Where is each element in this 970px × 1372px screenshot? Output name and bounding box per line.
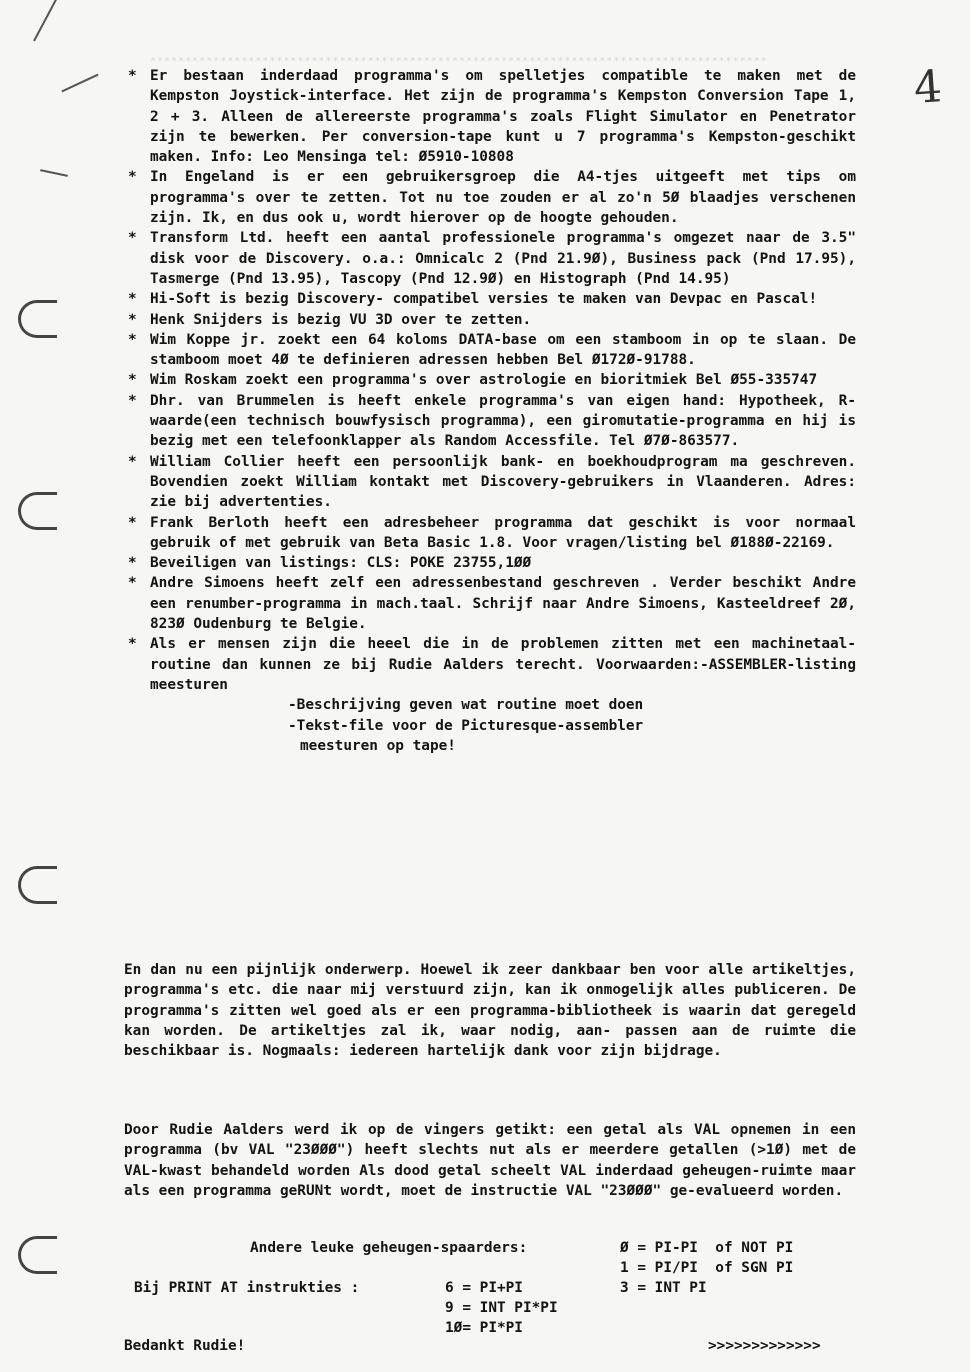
spaarders-intro: Andere leuke geheugen-spaarders: bbox=[250, 1240, 528, 1256]
asterisk-bullet: * bbox=[128, 291, 137, 308]
voorwaarde-line: -Tekst-file voor de Picturesque-assembler bbox=[288, 717, 644, 734]
news-item-text: Hi-Soft is bezig Discovery- compatibel versies te maken van Devpac en Pascal! bbox=[150, 291, 818, 308]
pen-mark bbox=[40, 169, 68, 177]
asterisk-bullet: * bbox=[128, 514, 137, 531]
asterisk-bullet: * bbox=[128, 331, 137, 348]
punch-hole-mark bbox=[18, 300, 57, 338]
print-at-label: Bij PRINT AT instrukties : bbox=[134, 1280, 360, 1296]
continue-arrows: >>>>>>>>>>>>> bbox=[708, 1338, 821, 1354]
news-item bbox=[128, 330, 856, 371]
news-item bbox=[128, 553, 856, 573]
closing-thanks: Bedankt Rudie! bbox=[124, 1338, 246, 1354]
news-item-text: Beveiligen van listings: CLS: POKE 23755,1ØØ bbox=[150, 555, 532, 572]
news-item bbox=[128, 452, 856, 513]
paragraph-publishing: En dan nu een pijnlijk onderwerp. Hoewel ik zeer dankbaar ben voor alle artikeltjes, programma's etc. die naar mij verstuurd zijn, kan ik onmogelijk alles publiceren. De programma's zitten wel goed als er een programma-bibliotheek is waarin dat geregeld kan worden. De artikeltjes zal ik, waar nodig, aan- passen aan de ruimte die beschikbaar is. Nogmaals: iedereen hartelijk dank voor zijn bijdrage. bbox=[124, 962, 856, 1060]
news-item bbox=[128, 66, 856, 167]
news-item-text: Frank Berloth heeft een adresbeheer programma dat geschikt is voor normaal gebruik of met gebruik van Beta Basic 1.8. Voor vragen/listing bel Ø188Ø-22169. bbox=[150, 514, 856, 551]
news-item bbox=[128, 370, 856, 390]
voorwaarde-line: meesturen op tape! bbox=[300, 737, 456, 754]
news-item-text: In Engeland is er een gebruikersgroep die A4-tjes uitgeeft met tips om programma's over te zetten. Tot nu toe zouden er al zo'n 5Ø blaadjes verschenen zijn. Ik, en dus ook u, wordt hierover op de hoogte gehouden. bbox=[150, 169, 856, 227]
print-at-six: 6 = PI+PI bbox=[445, 1280, 523, 1296]
bleed-through-header: **************************************************************************************** bbox=[150, 56, 768, 67]
punch-hole-mark bbox=[18, 1236, 57, 1274]
paragraph-val-tip: Door Rudie Aalders werd ik op de vingers getikt: een getal als VAL opnemen in een programma (bv VAL "23ØØØ") heeft slechts nut als er meerdere getallen (>1Ø) met de VAL-kwast behandeld worden Als dood getal scheelt VAL inderdaad geheugen-ruimte maar als een programma geRUNt wordt, moet de instructie VAL "23ØØØ" ge-evalueerd worden. bbox=[124, 1122, 856, 1199]
news-item-text: Andre Simoens heeft zelf een adressenbestand geschreven . Verder beschikt Andre een renumber-programma in mach.taal. Schrijf naar Andre Simoens, Kasteeldreef 2Ø, 823Ø Oudenburg te Belgie. bbox=[150, 575, 856, 633]
news-item bbox=[128, 513, 856, 554]
asterisk-bullet: * bbox=[128, 575, 137, 592]
news-item-text: Henk Snijders is bezig VU 3D over te zetten. bbox=[150, 311, 532, 328]
asterisk-bullet: * bbox=[128, 372, 137, 389]
asterisk-bullet: * bbox=[128, 311, 137, 328]
news-item bbox=[128, 289, 856, 309]
pen-mark bbox=[61, 74, 98, 93]
print-at-ten: 1Ø= PI*PI bbox=[445, 1320, 523, 1336]
asterisk-bullet: * bbox=[128, 555, 137, 572]
print-at-nine: 9 = INT PI*PI bbox=[445, 1300, 558, 1316]
spaarder-one: 1 = PI/PI of SGN PI bbox=[620, 1260, 794, 1276]
news-item-text: William Collier heeft een persoonlijk bank- en boekhoudprogram ma geschreven. Bovendien zoekt William kontakt met Discovery-gebruikers in Vlaanderen. Adres: zie bij advertenties. bbox=[150, 453, 856, 511]
page-number: 4 bbox=[912, 61, 944, 114]
news-bullet-list bbox=[128, 66, 856, 756]
asterisk-bullet: * bbox=[128, 392, 137, 409]
punch-hole-mark bbox=[18, 866, 57, 904]
asterisk-bullet: * bbox=[128, 230, 137, 247]
voorwaarde-line: -Beschrijving geven wat routine moet doen bbox=[288, 697, 644, 714]
news-item-text: Wim Roskam zoekt een programma's over astrologie en bioritmiek Bel Ø55-335747 bbox=[150, 372, 818, 389]
news-item bbox=[128, 634, 856, 695]
spaarder-three: 3 = INT PI bbox=[620, 1280, 707, 1296]
asterisk-bullet: * bbox=[128, 169, 137, 186]
news-item bbox=[128, 310, 856, 330]
asterisk-bullet: * bbox=[128, 636, 137, 653]
news-item-text: Wim Koppe jr. zoekt een 64 koloms DATA-base om een stamboom in op te slaan. De stamboom moet 4Ø te definieren adressen hebben Bel Ø172Ø-91788. bbox=[150, 331, 856, 369]
asterisk-bullet: * bbox=[128, 68, 137, 84]
spaarder-zero: Ø = PI-PI of NOT PI bbox=[620, 1240, 794, 1256]
punch-hole-mark bbox=[18, 492, 57, 530]
news-item-text: Transform Ltd. heeft een aantal professionele programma's omgezet naar de 3.5" disk voor de Discovery. o.a.: Omnicalc 2 (Pnd 21.9Ø), Business pack (Pnd 17.95), Tasmerge (Pnd 13.95), Tascopy (Pnd 12.9Ø) en Histograph (Pnd 14.95) bbox=[150, 230, 856, 287]
news-item bbox=[128, 228, 856, 289]
news-item-text: Dhr. van Brummelen is heeft enkele programma's van eigen hand: Hypotheek, R-waarde(een technisch bouwfysisch programma), een giromutatie-programma en hij is bezig met een telefoonklapper als Random Accessfile. Tel Ø7Ø-863577. bbox=[150, 392, 856, 450]
asterisk-bullet: * bbox=[128, 453, 137, 470]
news-item-text: Als er mensen zijn die heeel die in de problemen zitten met een machinetaal-routine dan kunnen ze bij Rudie Aalders terecht. Voorwaarden:-ASSEMBLER-listing meesturen bbox=[150, 636, 856, 693]
news-item bbox=[128, 391, 856, 452]
pen-mark bbox=[33, 0, 68, 41]
news-item bbox=[128, 167, 856, 228]
news-item-text: Er bestaan inderdaad programma's om spelletjes compatible te maken met de Kempston Joystick-interface. Het zijn de programma's Kempston Conversion Tape 1, 2 + 3. Alleen de allereerste programma's zoals Flight Simulator en Penetrator zijn te bewerken. Per conversion-tape kunt u 7 programma's Kempston-geschikt maken. Info: Leo Mensinga tel: Ø5910-10808 bbox=[150, 68, 856, 166]
news-item bbox=[128, 573, 856, 634]
